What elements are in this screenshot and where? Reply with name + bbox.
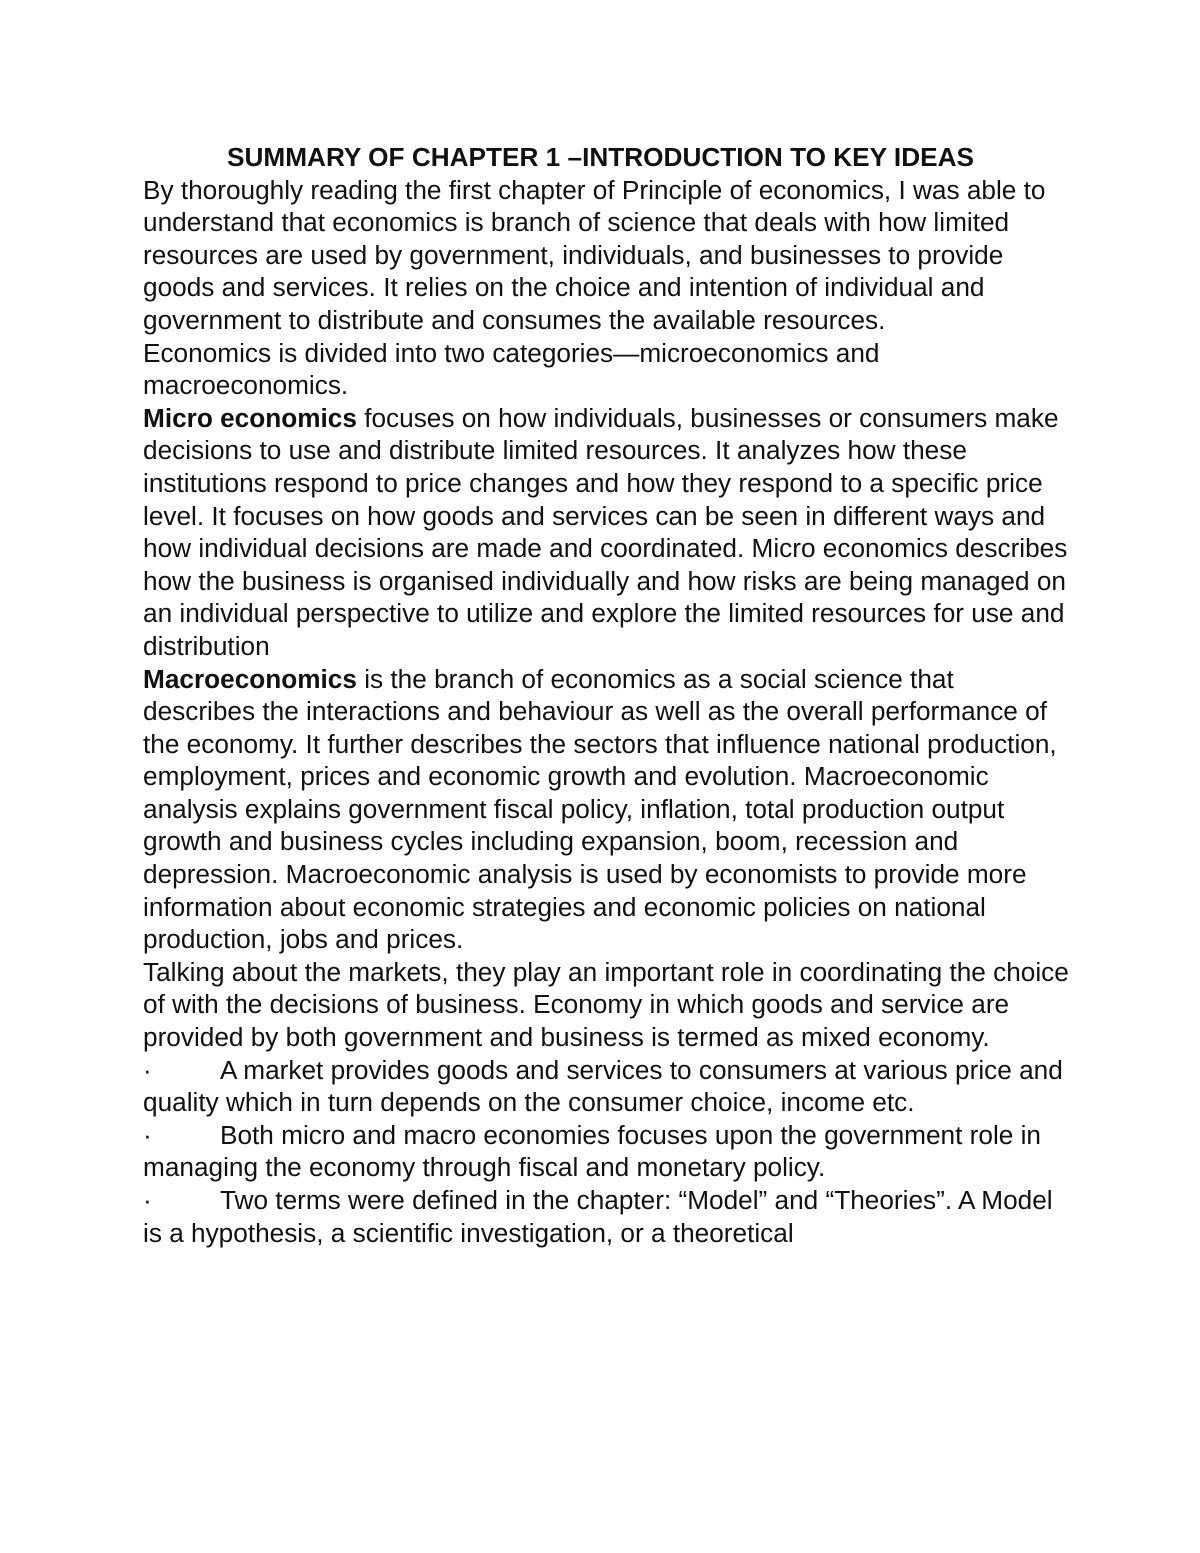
bullet-dot: ·	[143, 1185, 152, 1215]
macro-term: Macroeconomics	[143, 663, 357, 694]
markets-paragraph: Talking about the markets, they play an important role in coordinating the choice of with the decisions of business. Economy in which goods and service are provided by both government and business is termed as mixed economy.	[143, 956, 1069, 1053]
micro-term: Micro economics	[143, 402, 357, 433]
bullet-text: Both micro and macro economies focuses upon the government role in managing the economy through fiscal and monetary policy.	[143, 1119, 1041, 1183]
bullet-text: Two terms were defined in the chapter: “Model” and “Theories”. A Model is a hypothesis, a scientific investigation, or a theoretical	[143, 1185, 1053, 1248]
bullet-dot: ·	[143, 1119, 152, 1150]
document-body	[143, 141, 1073, 1249]
bullet-dot: ·	[143, 1054, 152, 1085]
document-title: SUMMARY OF CHAPTER 1 –INTRODUCTION TO KEY IDEAS	[227, 142, 974, 172]
bullet-item	[143, 1119, 1073, 1184]
micro-text: focuses on how individuals, businesses or consumers make decisions to use and distribute limited resources. It analyzes how these institutions respond to price changes and how they respond to a specific price level. It focuses on how goods and services can be seen in different ways and how individual decisions are made and coordinated. Micro economics describes how the business is organised individually and how risks are being managed on an individual perspective to utilize and explore the limited resources for use and distribution	[143, 402, 1068, 661]
bullet-item	[143, 1184, 1073, 1249]
bullet-item	[143, 1054, 1073, 1119]
micro-paragraph	[143, 402, 1073, 663]
bullet-text: A market provides goods and services to consumers at various price and quality which in turn depends on the consumer choice, income etc.	[143, 1054, 1063, 1118]
macro-text: is the branch of economics as a social science that describes the interactions and behaviour as well as the overall performance of the economy. It further describes the sectors that influence national production, employment, prices and economic growth and evolution. Macroeconomic analysis explains government fiscal policy, inflation, total production output growth and business cycles including expansion, boom, recession and depression. Macroeconomic analysis is used by economists to provide more information about economic strategies and economic policies on national production, jobs and prices.	[143, 663, 1057, 955]
macro-paragraph	[143, 663, 1073, 956]
categories-paragraph: Economics is divided into two categories—microeconomics and macroeconomics.	[143, 337, 880, 401]
intro-paragraph: By thoroughly reading the first chapter of Principle of economics, I was able to understand that economics is branch of science that deals with how limited resources are used by government, individuals, and businesses to provide goods and services. It relies on the choice and intention of individual and government to distribute and consumes the available resources.	[143, 174, 1046, 335]
